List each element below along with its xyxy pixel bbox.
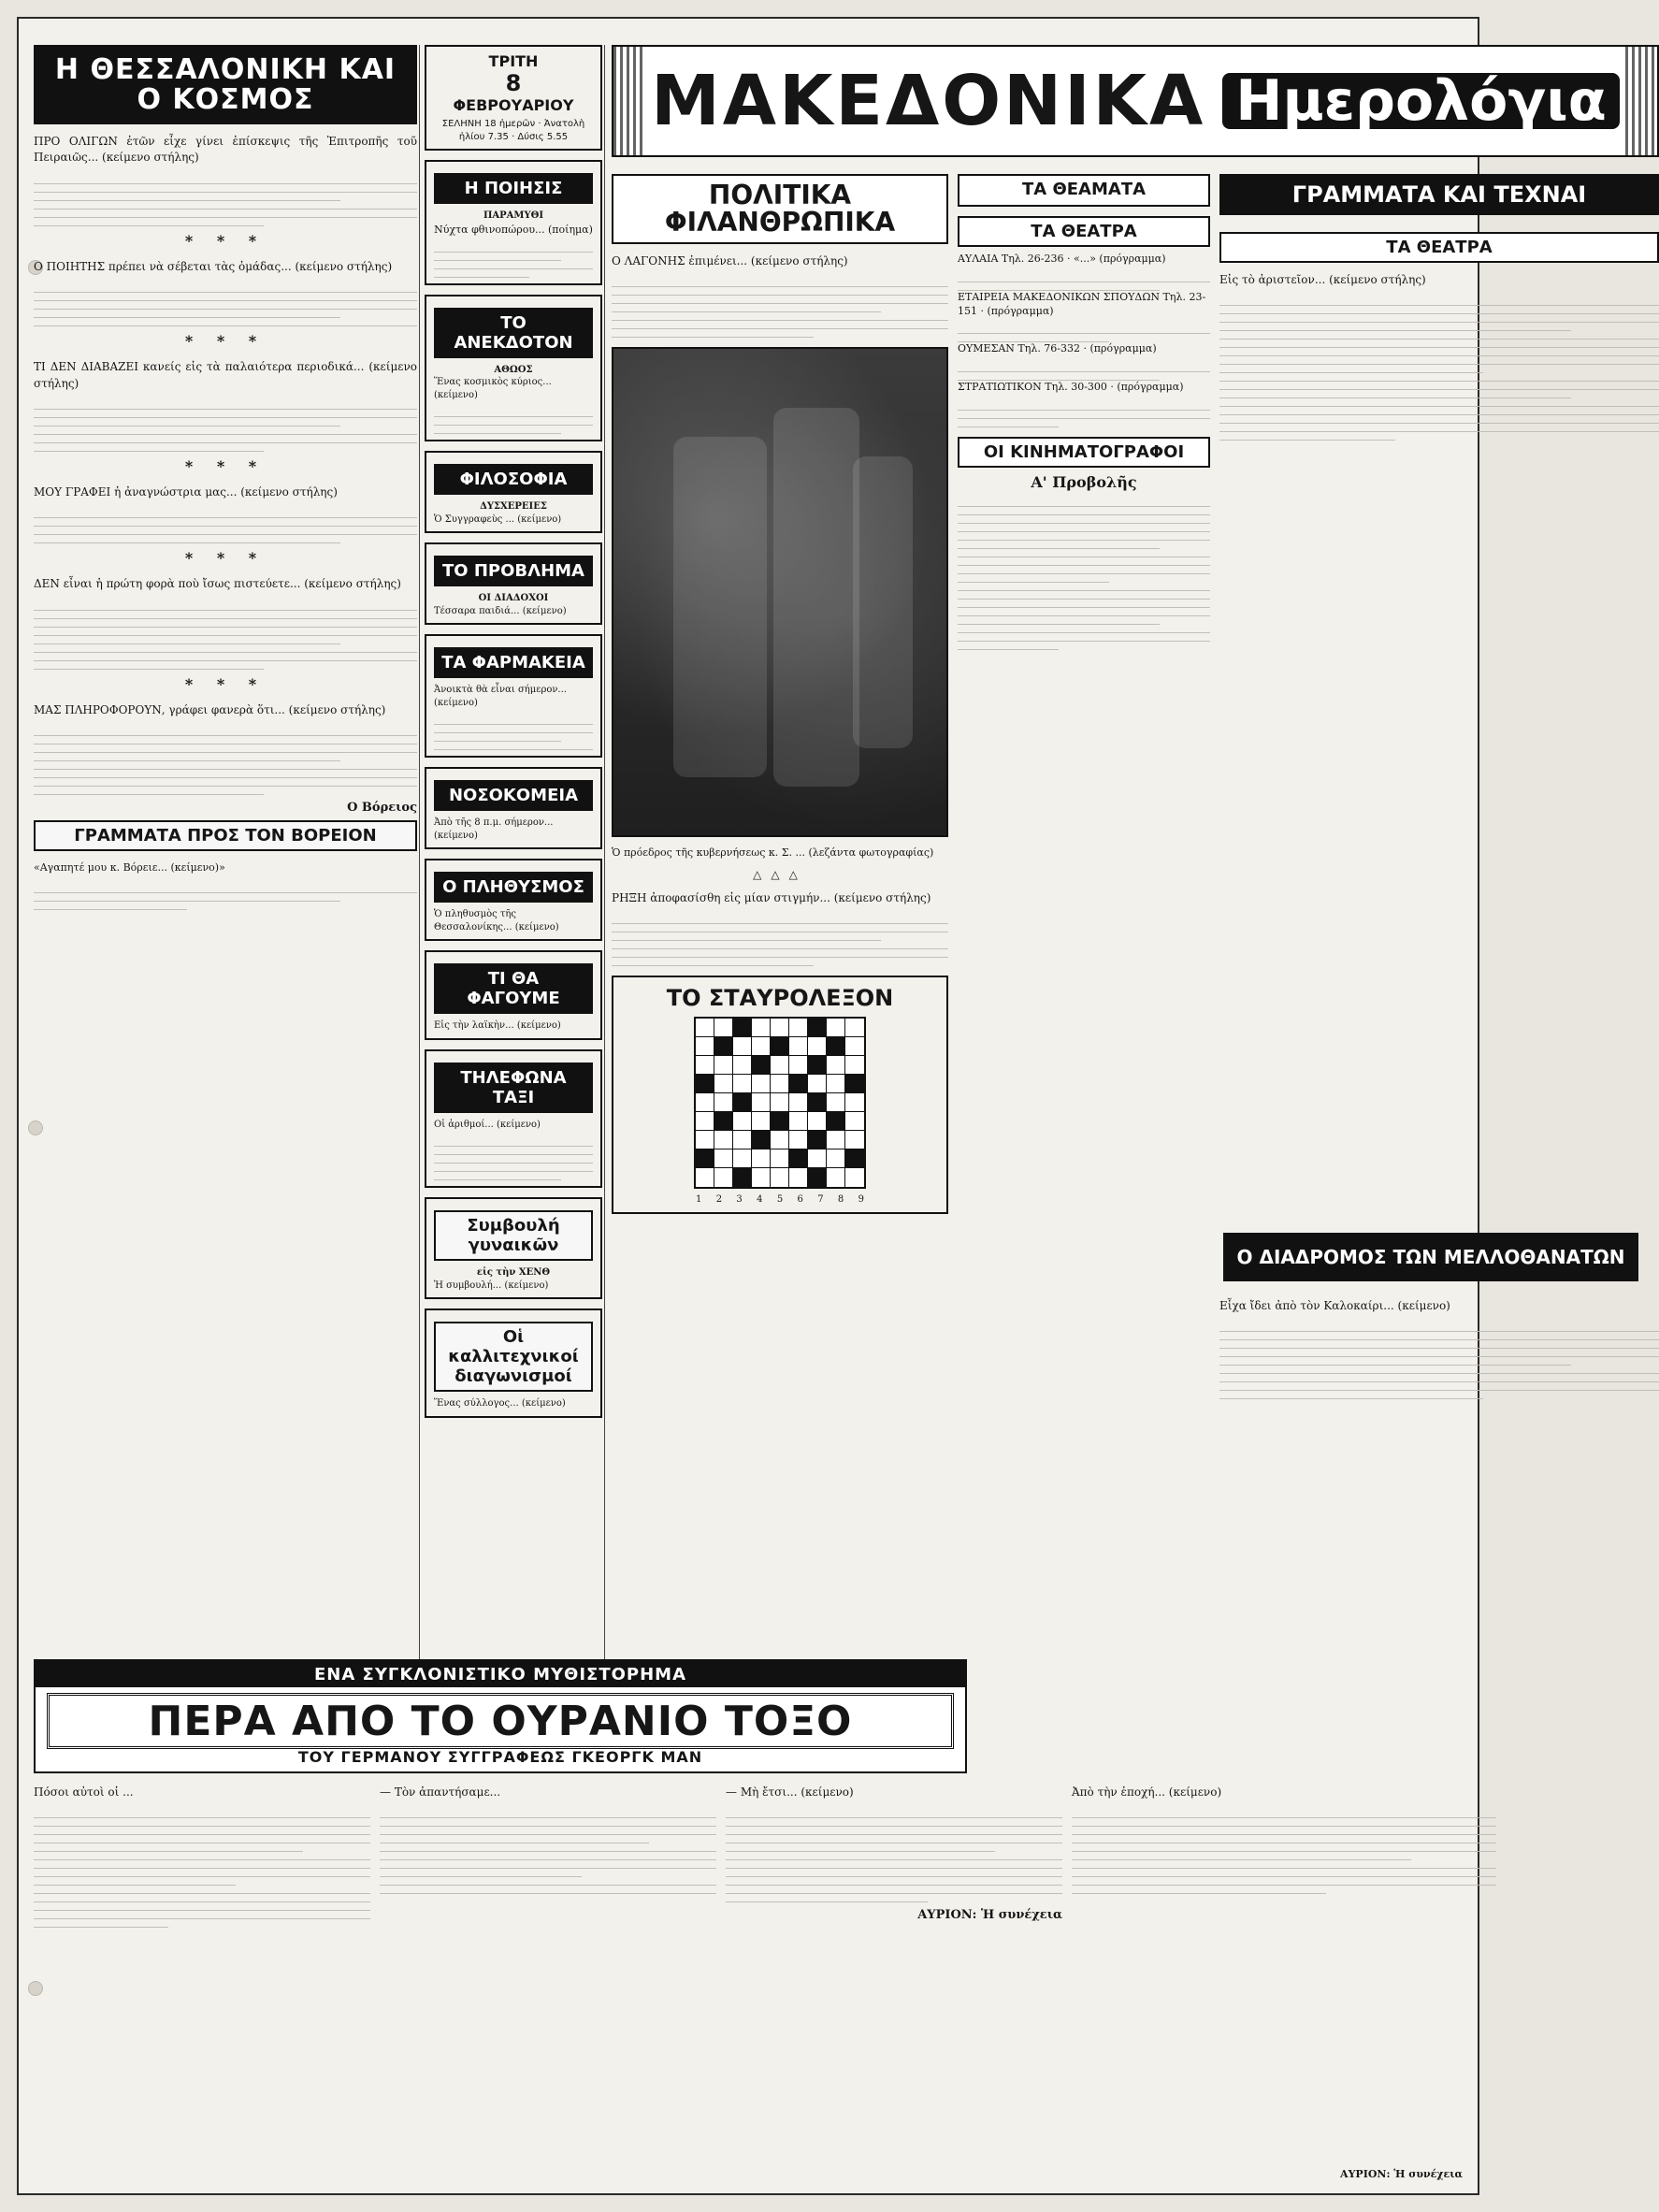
crossword-cell <box>789 1131 808 1149</box>
hospitals-title: ΝΟΣΟΚΟΜΕΙΑ <box>434 780 593 811</box>
crossword-cell-black <box>845 1075 864 1093</box>
theater-list <box>958 253 1210 427</box>
problem-sub: ΟΙ ΔΙΑΔΟΧΟΙ <box>478 593 549 604</box>
text-lines <box>34 284 417 326</box>
crossword-cell-black <box>827 1112 845 1131</box>
crossword-cell <box>714 1019 733 1037</box>
bottom-footer-left: ΑΥΡΙΟΝ: Ἡ συνέχεια <box>917 1908 1062 1923</box>
crossword-cell <box>845 1112 864 1131</box>
text-lines <box>958 402 1210 427</box>
text-lines <box>434 409 593 434</box>
column-rule <box>604 45 605 1672</box>
bottom-footer-right: ΑΥΡΙΟΝ: Ἡ συνέχεια <box>1340 2168 1463 2180</box>
crossword-cell-black <box>808 1168 827 1187</box>
masthead-left: ΜΑΚΕΔΟΝΙΚΑ <box>651 61 1206 141</box>
crossword-cell <box>752 1037 771 1056</box>
letters-arts-banner: ΓΡΑΜΜΑΤΑ ΚΑΙ ΤΕΧΝΑΙ <box>1219 174 1659 215</box>
ad-author: ΤΟΥ ΓΕΡΜΑΝΟΥ ΣΥΓΓΡΑΦΕΩΣ ΓΚΕΟΡΓΚ ΜΑΝ <box>297 1748 703 1766</box>
center-column <box>425 45 602 1672</box>
crossword-cell <box>789 1056 808 1075</box>
reading-text: Εἶχα ἴδει ἀπὸ τὸν Καλοκαίρι... (κείμενο) <box>1219 1299 1450 1312</box>
crossword-cell-black <box>789 1149 808 1168</box>
cinema-lines <box>958 499 1210 650</box>
crossword-number: 5 <box>776 1194 784 1206</box>
theater-item: ΑΥΛΑΙΑ Τηλ. 26-236 · «...» (πρόγραμμα) <box>958 252 1166 265</box>
taxi-box <box>425 1049 602 1189</box>
crossword-cell <box>845 1131 864 1149</box>
ad-title: ΠΕΡΑ ΑΠΟ ΤΟ ΟΥΡΑΝΙΟ ΤΟΞΟ <box>148 1697 853 1745</box>
philosophy-sub: ΔΥΣΧΕΡΕΙΕΣ <box>480 501 547 513</box>
bottom-col-text: — Μὴ ἔτσι... (κείμενο) <box>726 1786 854 1799</box>
bottom-col-3 <box>726 1775 1062 2168</box>
crossword-cell-black <box>827 1037 845 1056</box>
crossword-cell-black <box>733 1093 752 1112</box>
crossword-cell <box>827 1019 845 1037</box>
anecdote-text: Ἕνας κοσμικὸς κύριος... (κείμενο) <box>434 377 552 400</box>
letters-arts-text: Εἰς τὸ ἀριστεῖον... (κείμενο στήλης) <box>1219 273 1426 286</box>
text-lines <box>612 916 948 966</box>
text-lines <box>34 885 417 910</box>
crossword-cell <box>771 1093 789 1112</box>
news-photo <box>612 347 948 837</box>
anecdote-title: ΤΟ ΑΝΕΚΔΟΤΟΝ <box>434 308 593 358</box>
section-separator: △△△ <box>753 868 807 882</box>
crossword-number: 7 <box>817 1194 824 1206</box>
crossword-cell-black <box>789 1075 808 1093</box>
photo-caption: Ὁ πρόεδρος τῆς κυβερνήσεως κ. Σ. ... (λεζάντα φωτογραφίας) <box>612 846 934 860</box>
section-separator: * * * <box>184 674 267 693</box>
crossword-box <box>612 976 948 1214</box>
crossword-cell <box>714 1056 733 1075</box>
taxi-text: Οἱ ἀριθμοί... (κείμενο) <box>434 1119 541 1130</box>
crossword-number: 8 <box>837 1194 844 1206</box>
masthead-stripes-left <box>613 47 645 155</box>
crossword-cell-black <box>752 1056 771 1075</box>
poetry-sub: ΠΑΡΑΜΥΘΙ <box>483 210 544 221</box>
text-lines <box>380 1810 716 1894</box>
crossword-cell <box>827 1131 845 1149</box>
newspaper-page <box>17 17 1625 2195</box>
column-signature: Ο Βόρειος <box>347 801 417 816</box>
text-lines <box>34 602 417 670</box>
left-paragraph: Ο ΠΟΙΗΤΗΣ πρέπει νὰ σέβεται τὰς ὁμάδας... (κείμενο στήλης) <box>34 259 393 273</box>
ad-kicker: ΕΝΑ ΣΥΓΚΛΟΝΙΣΤΙΚΟ ΜΥΘΙΣΤΟΡΗΜΑ <box>36 1661 965 1687</box>
crossword-cell <box>752 1168 771 1187</box>
problem-title: ΤΟ ΠΡΟΒΛΗΜΑ <box>434 556 593 586</box>
hospitals-box <box>425 767 602 849</box>
crossword-cell-black <box>733 1168 752 1187</box>
crossword-numbers <box>696 1194 864 1205</box>
crossword-cell <box>827 1075 845 1093</box>
crossword-cell-black <box>808 1056 827 1075</box>
philosophy-box <box>425 451 602 533</box>
crossword-number: 9 <box>858 1194 864 1206</box>
politics-text-2: ΡΗΞΗ ἀποφασίσθη εἰς μίαν στιγμήν... (κείμενο στήλης) <box>612 891 931 905</box>
crossword-cell <box>771 1168 789 1187</box>
left-column <box>34 45 417 1672</box>
masthead-right: Ημερολόγια <box>1222 73 1620 129</box>
crossword-number: 4 <box>757 1194 763 1206</box>
food-text: Εἰς τὴν λαϊκὴν... (κείμενο) <box>434 1020 561 1032</box>
text-lines <box>34 401 417 452</box>
crossword-cell <box>752 1019 771 1037</box>
women-advice-sub: εἰς τὴν ΧΕΝΘ <box>476 1267 551 1279</box>
hospitals-text: Ἀπὸ τῆς 8 π.μ. σήμερον... (κείμενο) <box>434 817 554 841</box>
reading-section <box>1219 1289 1659 1626</box>
crossword-cell <box>827 1093 845 1112</box>
text-lines <box>726 1810 1062 1902</box>
crossword-cell <box>733 1056 752 1075</box>
text-lines <box>34 1810 370 1928</box>
date-box <box>425 45 602 151</box>
crossword-number: 1 <box>696 1194 702 1206</box>
women-advice-title: Συμβουλή γυναικῶν <box>434 1210 593 1261</box>
crossword-cell <box>696 1168 714 1187</box>
section-separator: * * * <box>184 231 267 250</box>
crossword-grid <box>694 1017 866 1189</box>
crossword-cell <box>771 1019 789 1037</box>
politics-headline: ΠΟΛΙΤΙΚΑ ΦΙΛΑΝΘΡΩΠΙΚΑ <box>612 174 948 244</box>
crossword-cell <box>714 1168 733 1187</box>
theater-item: ΣΤΡΑΤΙΩΤΙΚΟΝ Τηλ. 30-300 · (πρόγραμμα) <box>958 381 1184 394</box>
crossword-cell-black <box>808 1131 827 1149</box>
text-lines <box>958 274 1210 291</box>
crossword-cell <box>733 1131 752 1149</box>
novel-ad <box>34 1659 967 1773</box>
masthead <box>612 45 1659 157</box>
section-separator: * * * <box>184 456 267 475</box>
crossword-title: ΤΟ ΣΤΑΥΡΟΛΕΞΟΝ <box>666 985 894 1012</box>
philosophy-title: ΦΙΛΟΣΟΦΙΑ <box>434 464 593 495</box>
text-lines <box>434 716 593 750</box>
text-lines <box>434 1138 593 1180</box>
crossword-cell <box>771 1056 789 1075</box>
crossword-cell <box>789 1037 808 1056</box>
crossword-cell <box>752 1149 771 1168</box>
poetry-box <box>425 160 602 285</box>
crossword-cell <box>696 1112 714 1131</box>
population-box <box>425 859 602 941</box>
crossword-cell <box>789 1112 808 1131</box>
poetry-title: Η ΠΟΙΗΣΙΣ <box>434 173 593 204</box>
crossword-cell <box>808 1037 827 1056</box>
crossword-cell-black <box>714 1037 733 1056</box>
crossword-cell-black <box>771 1037 789 1056</box>
theater-item: ΕΤΑΙΡΕΙΑ ΜΑΚΕΔΟΝΙΚΩΝ ΣΠΟΥΔΩΝ Τηλ. 23-151 · (πρόγραμμα) <box>958 290 1206 317</box>
date-month: ΦΕΒΡΟΥΑΡΙΟΥ <box>453 96 574 114</box>
theater-sub: ΤΑ ΘΕΑΤΡΑ <box>958 216 1210 247</box>
left-column-title: Η ΘΕΣΣΑΛΟΝΙΚΗ ΚΑΙ Ο ΚΟΣΜΟΣ <box>34 45 417 124</box>
crossword-cell <box>789 1019 808 1037</box>
pharmacies-text: Ἀνοικτὰ θὰ εἶναι σήμερον... (κείμενο) <box>434 685 567 708</box>
population-text: Ὁ πληθυσμὸς τῆς Θεσσαλονίκης... (κείμενο) <box>434 909 559 933</box>
crossword-number: 3 <box>736 1194 743 1206</box>
column-rule <box>419 45 420 1672</box>
crossword-cell <box>845 1037 864 1056</box>
crossword-cell <box>696 1056 714 1075</box>
crossword-cell <box>827 1056 845 1075</box>
crossword-cell <box>696 1019 714 1037</box>
crossword-cell-black <box>845 1149 864 1168</box>
crossword-cell <box>714 1131 733 1149</box>
crossword-cell <box>714 1093 733 1112</box>
crossword-cell-black <box>808 1093 827 1112</box>
crossword-cell <box>752 1093 771 1112</box>
crossword-cell <box>845 1019 864 1037</box>
pharmacies-box <box>425 634 602 758</box>
philosophy-text: Ὁ Συγγραφεὺς ... (κείμενο) <box>434 513 562 525</box>
crossword-number: 6 <box>797 1194 803 1206</box>
date-day-of-week: ΤΡΙΤΗ <box>488 52 539 70</box>
text-lines <box>958 325 1210 342</box>
poetry-text: Νύχτα φθινοπώρου... (ποίημα) <box>434 223 593 236</box>
crossword-cell <box>696 1131 714 1149</box>
crossword-cell <box>808 1149 827 1168</box>
crossword-cell <box>845 1056 864 1075</box>
crossword-cell <box>752 1112 771 1131</box>
theater-title: ΤΑ ΘΕΑΜΑΤΑ <box>958 174 1210 207</box>
contests-title: Οἱ καλλιτεχνικοί διαγωνισμοί <box>434 1322 593 1392</box>
text-lines <box>1219 297 1659 441</box>
bottom-col-2 <box>380 1775 716 2168</box>
bottom-col-4 <box>1072 1775 1496 2168</box>
crossword-cell <box>845 1168 864 1187</box>
crossword-cell <box>752 1075 771 1093</box>
problem-box <box>425 542 602 625</box>
crossword-number: 2 <box>715 1194 723 1206</box>
crossword-cell <box>771 1075 789 1093</box>
text-lines <box>34 728 417 795</box>
women-advice-text: Ἡ συμβουλή... (κείμενο) <box>434 1279 549 1291</box>
crossword-cell <box>714 1075 733 1093</box>
text-lines <box>34 176 417 226</box>
ad-title-box <box>47 1693 954 1749</box>
crossword-cell-black <box>733 1019 752 1037</box>
text-lines <box>34 510 417 543</box>
crossword-cell-black <box>696 1075 714 1093</box>
bottom-columns <box>34 1775 1496 2168</box>
bottom-col-text: Ἀπὸ τὴν ἐποχή... (κείμενο) <box>1072 1786 1222 1799</box>
crossword-cell <box>808 1075 827 1093</box>
letters-title: ΓΡΑΜΜΑΤΑ ΠΡΟΣ ΤΟΝ ΒΟΡΕΙΟΝ <box>34 820 417 851</box>
section-separator: * * * <box>184 332 267 351</box>
cinema-title: ΟΙ ΚΙΝΗΜΑΤΟΓΡΑΦΟΙ <box>958 437 1210 468</box>
crossword-cell <box>789 1093 808 1112</box>
crossword-cell <box>696 1037 714 1056</box>
pharmacies-title: ΤΑ ΦΑΡΜΑΚΕΙΑ <box>434 647 593 678</box>
problem-text: Τέσσαρα παιδιά... (κείμενο) <box>434 605 567 616</box>
taxi-title: ΤΗΛΕΦΩΝΑ ΤΑΞΙ <box>434 1063 593 1113</box>
left-paragraph: ΠΡΟ ΟΛΙΓΩΝ ἐτῶν εἶχε γίνει ἐπίσκεψις τῆς Ἐπιτροπῆς τοῦ Πειραιῶς... (κείμενο στήλης) <box>34 135 417 165</box>
crossword-cell-black <box>696 1149 714 1168</box>
left-paragraph: ΜΟΥ ΓΡΑΦΕΙ ἡ ἀναγνώστρια μας... (κείμενο στήλης) <box>34 484 338 499</box>
crossword-cell <box>733 1075 752 1093</box>
anecdote-box <box>425 295 602 442</box>
population-title: Ο ΠΛΗΘΥΣΜΟΣ <box>434 872 593 903</box>
text-lines <box>434 244 593 278</box>
text-lines <box>612 279 948 338</box>
food-title: ΤΙ ΘΑ ΦΑΓΟΥΜΕ <box>434 963 593 1014</box>
section-separator: * * * <box>184 549 267 568</box>
contests-text: Ἕνας σύλλογος... (κείμενο) <box>434 1398 566 1410</box>
letters-arts-sub: ΤΑ ΘΕΑΤΡΑ <box>1219 232 1659 263</box>
left-paragraph: ΔΕΝ εἶναι ἡ πρώτη φορὰ ποὺ ἴσως πιστεύετε... (κείμενο στήλης) <box>34 577 401 591</box>
crossword-cell <box>789 1168 808 1187</box>
left-paragraph: ΤΙ ΔΕΝ ΔΙΑΒΑΖΕΙ κανείς εἰς τὰ παλαιότερα περιοδικά... (κείμενο στήλης) <box>34 360 417 390</box>
crossword-cell <box>845 1093 864 1112</box>
contests-box <box>425 1308 602 1418</box>
crossword-cell <box>714 1149 733 1168</box>
crossword-cell-black <box>808 1019 827 1037</box>
crossword-cell <box>827 1168 845 1187</box>
crossword-cell <box>733 1149 752 1168</box>
text-lines <box>958 364 1210 381</box>
bottom-col-1 <box>34 1775 370 2168</box>
left-paragraph: ΜΑΣ ΠΛΗΡΟΦΟΡΟΥΝ, γράφει φανερὰ ὅτι... (κείμενο στήλης) <box>34 702 386 716</box>
theater-item: ΟΥΜΕΣΑΝ Τηλ. 76-332 · (πρόγραμμα) <box>958 342 1157 355</box>
reading-title: Ο ΔΙΑΔΡΟΜΟΣ ΤΩΝ ΜΕΛΛΟΘΑΝΑΤΩΝ <box>1223 1233 1638 1281</box>
food-box <box>425 950 602 1040</box>
date-meta: ΣΕΛΗΝΗ 18 ἡμερῶν · Ἀνατολὴ ἡλίου 7.35 · Δύσις 5.55 <box>441 119 585 142</box>
crossword-cell <box>733 1037 752 1056</box>
text-lines <box>1219 1323 1659 1399</box>
anecdote-sub: ΑΘΩΟΣ <box>494 364 533 375</box>
masthead-stripes-right <box>1625 47 1657 155</box>
crossword-cell <box>696 1093 714 1112</box>
crossword-cell <box>771 1149 789 1168</box>
crossword-cell <box>827 1149 845 1168</box>
crossword-cell <box>733 1112 752 1131</box>
crossword-cell <box>808 1112 827 1131</box>
women-advice-box <box>425 1197 602 1299</box>
politics-text: Ο ΛΑΓΟΝΗΣ ἐπιμένει... (κείμενο στήλης) <box>612 253 848 267</box>
bottom-col-text: Πόσοι αὐτοὶ οἱ ... <box>34 1786 134 1799</box>
bottom-col-text: — Τὸν ἀπαντήσαμε... <box>380 1786 501 1799</box>
crossword-cell-black <box>752 1131 771 1149</box>
cinema-sub: Α' Προβολῆς <box>1031 473 1137 492</box>
text-lines <box>1072 1810 1496 1894</box>
letters-text: «Αγαπητέ μου κ. Βόρειε... (κείμενο)» <box>34 861 225 875</box>
date-day: 8 <box>505 70 522 96</box>
crossword-cell <box>771 1131 789 1149</box>
crossword-cell-black <box>771 1112 789 1131</box>
crossword-cell-black <box>714 1112 733 1131</box>
